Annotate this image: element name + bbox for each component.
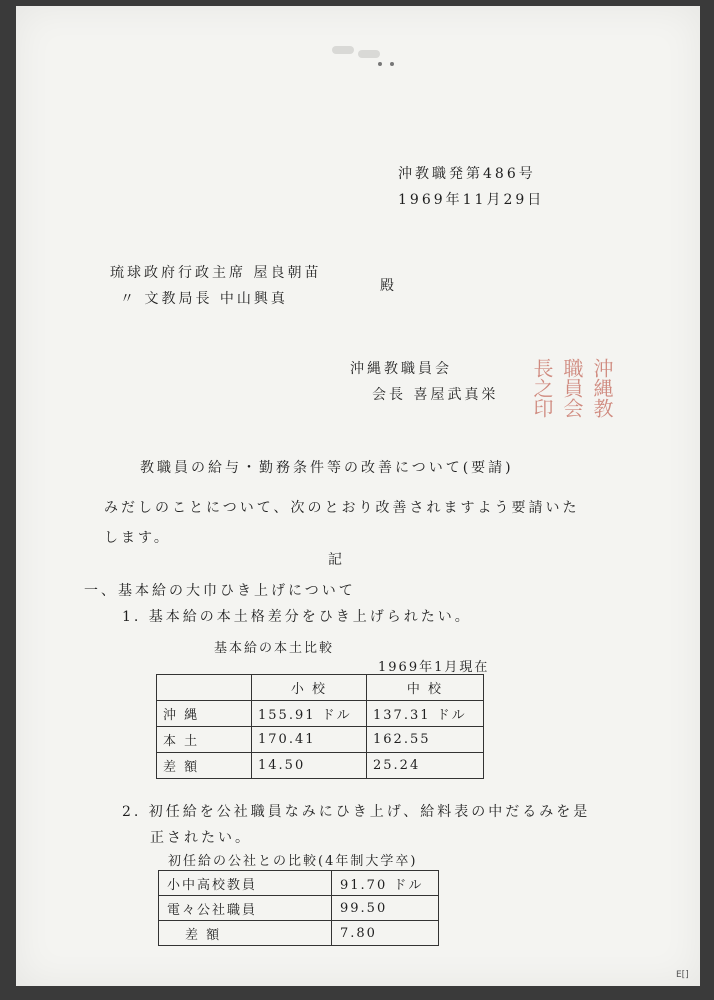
- row-label: 小中高校教員: [159, 871, 332, 896]
- table-row: [157, 753, 484, 779]
- row-label: 本 土: [157, 727, 252, 753]
- subject-line: 教職員の給与・勤務条件等の改善について(要請): [140, 460, 514, 476]
- honorific: 殿: [380, 278, 397, 294]
- item-2-line-2: 正されたい。: [150, 830, 252, 846]
- table-cell: 99.50: [332, 896, 439, 921]
- table-cell: 155.91 ドル: [252, 701, 367, 727]
- row-label: 沖 縄: [157, 701, 252, 727]
- table-row: [157, 701, 484, 727]
- starting-salary-table: [158, 870, 439, 946]
- table-cell: 137.31 ドル: [367, 701, 484, 727]
- table-header-cell: 中 校: [367, 675, 484, 701]
- row-label: 電々公社職員: [159, 896, 332, 921]
- item-1: 1. 基本給の本土格差分をひき上げられたい。: [122, 609, 472, 625]
- document-date: 1969年11月29日: [398, 192, 545, 208]
- addressee-line-1: 琉球政府行政主席 屋良朝苗: [110, 265, 322, 281]
- table-row: [159, 871, 439, 896]
- punch-hole-mark: [332, 46, 354, 54]
- seal-column: 長之印: [530, 358, 554, 418]
- section-heading: 一、基本給の大巾ひき上げについて: [84, 583, 356, 599]
- table-header-row: [157, 675, 484, 701]
- sender-organization: 沖縄教職員会: [350, 361, 452, 377]
- table-row: [159, 921, 439, 946]
- row-label: 差 額: [157, 753, 252, 779]
- salary-comparison-table: [156, 674, 484, 779]
- table-header-cell: 小 校: [252, 675, 367, 701]
- corner-mark: E[]: [676, 970, 689, 980]
- intro-paragraph: みだしのことについて、次のとおり改善されますよう要請いたします。: [104, 500, 580, 546]
- table-row: [157, 727, 484, 753]
- table-cell: 25.24: [367, 753, 484, 779]
- table-cell: 162.55: [367, 727, 484, 753]
- document-number: 沖教職発第486号: [398, 166, 536, 182]
- punch-hole-mark: [358, 50, 380, 58]
- table-cell: 170.41: [252, 727, 367, 753]
- table1-date: 1969年1月現在: [378, 660, 490, 675]
- seal-column: 沖縄教: [590, 358, 614, 418]
- sender-name: 会長 喜屋武真栄: [372, 387, 499, 403]
- official-seal: [522, 344, 614, 432]
- table-row: [159, 896, 439, 921]
- staple-mark: [378, 62, 382, 66]
- table-cell: 91.70 ドル: [332, 871, 439, 896]
- table-cell: [157, 675, 252, 701]
- item-2-line-1: 2. 初任給を公社職員なみにひき上げ、給料表の中だるみを是: [122, 804, 591, 820]
- table1-title: 基本給の本土比較: [214, 641, 335, 656]
- table-cell: 14.50: [252, 753, 367, 779]
- table-cell: 7.80: [332, 921, 439, 946]
- seal-column: 職員会: [560, 358, 584, 418]
- staple-mark: [390, 62, 394, 66]
- row-label: 差 額: [159, 921, 332, 946]
- addressee-line-2: 〃 文教局長 中山興真: [120, 291, 288, 307]
- table2-title: 初任給の公社との比較(4年制大学卒): [168, 854, 418, 869]
- ki-heading: 記: [328, 552, 345, 568]
